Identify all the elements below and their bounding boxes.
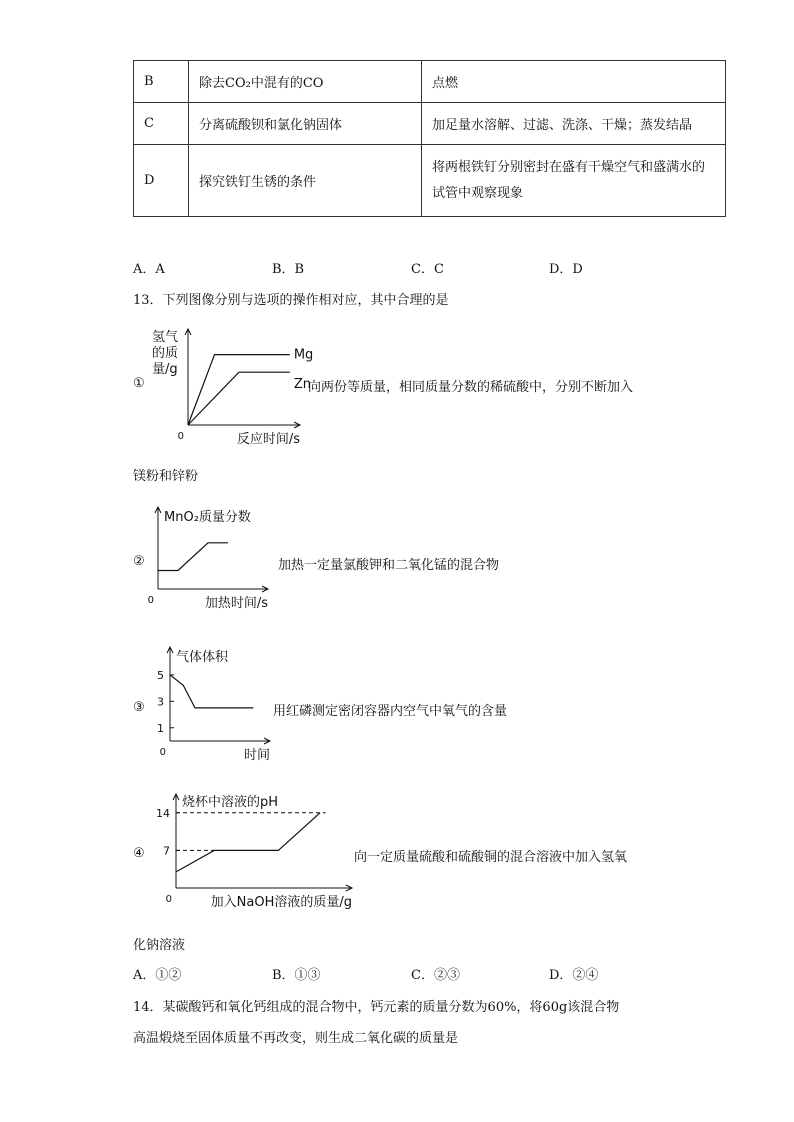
chart-solution-ph	[150, 790, 360, 920]
x-axis-label: 加入NaOH溶液的质量/g	[210, 895, 352, 910]
experiment-method: 点燃	[422, 61, 726, 103]
y-tick-label: 1	[157, 721, 164, 735]
y-tick-label: 7	[163, 844, 170, 858]
y-axis-label: 气体体积	[176, 650, 229, 665]
y-axis-label: MnO₂质量分数	[164, 510, 251, 525]
chart-mno2-fraction	[147, 505, 280, 621]
x-axis-label: 反应时间/s	[236, 432, 300, 447]
q12-answer-d: D．D	[549, 262, 583, 277]
origin-label: 0	[165, 894, 172, 905]
x-axis-label: 时间	[243, 748, 270, 763]
y-axis-label: 量/g	[152, 362, 178, 377]
q13-answer-b: B．①③	[272, 968, 321, 983]
x-axis-label: 加热时间/s	[204, 596, 268, 611]
table-row	[134, 103, 726, 145]
item-description-continued: 镁粉和锌粉	[133, 469, 199, 484]
series-label: Mg	[293, 347, 314, 363]
origin-label: 0	[159, 747, 166, 758]
item-description: 用红磷测定密闭容器内空气中氧气的含量	[273, 704, 508, 719]
origin-label: 0	[177, 431, 184, 442]
option-letter: C	[134, 103, 189, 145]
experiment-purpose: 分离硫酸钡和氯化钠固体	[189, 103, 422, 145]
y-tick-label: 14	[156, 806, 170, 820]
series-line	[158, 543, 228, 571]
q13-answer-d: D．②④	[549, 968, 599, 983]
table-row	[134, 61, 726, 103]
item-description-continued: 化钠溶液	[133, 938, 186, 953]
q13-answer-a: A．①②	[133, 968, 182, 983]
q12-answer-a: A．A	[133, 262, 165, 277]
item-description: 加热一定量氯酸钾和二氧化锰的混合物	[278, 558, 500, 573]
q14-stem-line1: 14．某碳酸钙和氧化钙组成的混合物中，钙元素的质量分数为60%，将60g该混合物	[133, 1000, 620, 1015]
item-number: ②	[133, 554, 145, 569]
item-number: ①	[133, 376, 145, 391]
options-table	[133, 60, 726, 217]
option-letter: D	[134, 145, 189, 217]
experiment-purpose: 探究铁钉生锈的条件	[189, 145, 422, 217]
q13-answer-c: C．②③	[411, 968, 460, 983]
item-description: 向两份等质量，相同质量分数的稀硫酸中，分别不断加入	[308, 380, 634, 395]
table-row	[134, 145, 726, 217]
item-number: ③	[133, 700, 145, 715]
item-number: ④	[133, 846, 145, 861]
q14-stem-line2: 高温煅烧至固体质量不再改变，则生成二氧化碳的质量是	[133, 1031, 459, 1046]
experiment-method: 加足量水溶解、过滤、洗涤、干燥；蒸发结晶	[422, 103, 726, 145]
series-label: Zn	[293, 377, 311, 393]
q12-answer-c: C．C	[411, 262, 444, 277]
experiment-purpose: 除去CO₂中混有的CO	[189, 61, 422, 103]
option-letter: B	[134, 61, 189, 103]
experiment-method: 将两根铁钉分别密封在盛有干燥空气和盛满水的试管中观察现象	[422, 145, 726, 217]
series-line	[188, 355, 290, 425]
y-axis-label: 烧杯中溶液的pH	[182, 795, 279, 810]
series-line	[176, 813, 320, 872]
y-axis-label: 氢气	[152, 330, 179, 345]
item-description: 向一定质量硫酸和硫酸铜的混合溶液中加入氢氧	[354, 850, 628, 865]
series-line	[170, 675, 253, 708]
y-tick-label: 5	[157, 668, 164, 682]
y-axis-label: 的质	[152, 346, 179, 361]
series-line	[188, 372, 290, 425]
q12-answer-b: B．B	[272, 262, 305, 277]
origin-label: 0	[147, 595, 154, 606]
chart-hydrogen-mass	[150, 325, 314, 449]
chart-gas-volume	[150, 645, 274, 769]
q13-stem: 13．下列图像分别与选项的操作相对应，其中合理的是	[133, 293, 449, 308]
y-tick-label: 3	[157, 695, 164, 709]
